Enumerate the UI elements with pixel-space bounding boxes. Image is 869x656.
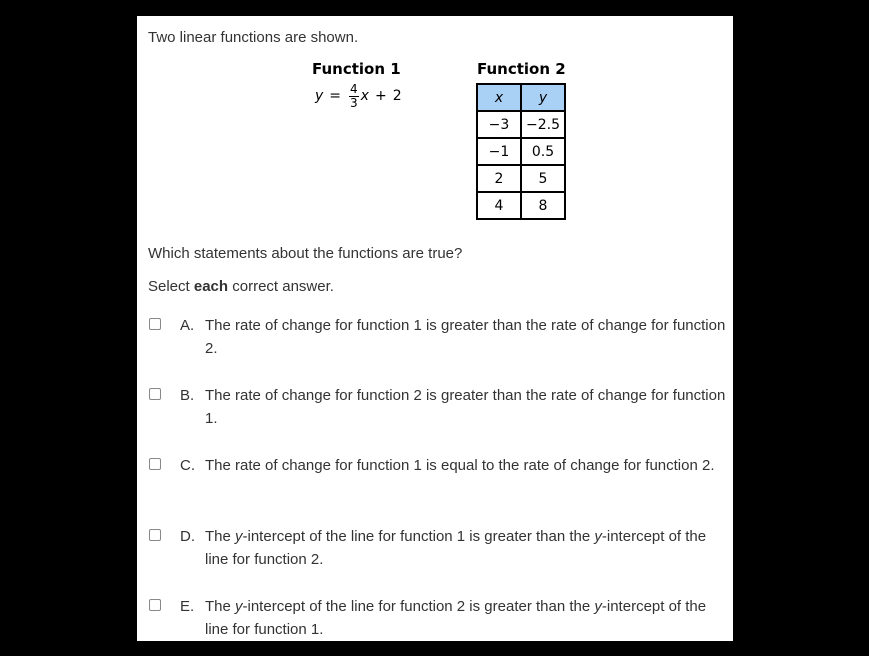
option-var: y [594, 598, 602, 615]
option-var: y [235, 598, 243, 615]
equation-equals: = [329, 88, 342, 104]
checkbox-b[interactable] [149, 388, 161, 400]
function-2-table [476, 83, 566, 220]
option-text: The rate of change for function 1 is greater than the rate of change for function 2. [205, 317, 726, 357]
cell-y: 0.5 [521, 138, 565, 165]
equation-plus: + [374, 88, 387, 104]
option-text: The rate of change for function 2 is greater than the rate of change for function 1. [205, 387, 726, 427]
option-letter: E. [180, 598, 195, 615]
cell-y: −2.5 [521, 111, 565, 138]
checkbox-a[interactable] [149, 318, 161, 330]
function-1-title: Function 1 [312, 60, 401, 78]
checkbox-e[interactable] [149, 599, 161, 611]
option-letter: D. [180, 528, 195, 545]
option-letter: C. [180, 457, 195, 474]
table-row [477, 165, 565, 192]
slope-numerator: 4 [350, 81, 358, 96]
function-2-title: Function 2 [477, 60, 566, 78]
equation-lhs: y [315, 88, 324, 104]
question-panel [137, 16, 733, 641]
slope-denominator: 3 [350, 95, 358, 110]
table-row [477, 111, 565, 138]
option-text-part: -intercept of the line for function 1 is greater than the [242, 528, 595, 545]
instruction-prefix: Select [148, 278, 194, 295]
cell-y: 5 [521, 165, 565, 192]
checkbox-d[interactable] [149, 529, 161, 541]
option-text-part: The [205, 528, 236, 545]
table-row [477, 138, 565, 165]
option-var: y [594, 528, 602, 545]
instruction-suffix: correct answer. [228, 278, 334, 295]
cell-x: −3 [477, 111, 521, 138]
equation-var: x [360, 88, 369, 104]
table-header-row [477, 84, 565, 111]
equation-slope-fraction [349, 83, 359, 110]
header-x: x [477, 84, 521, 111]
cell-x: −1 [477, 138, 521, 165]
option-text-part: -intercept of the line for function 1. [205, 598, 707, 638]
cell-x: 4 [477, 192, 521, 219]
option-text [205, 595, 732, 641]
question-text: Which statements about the functions are true? [148, 245, 463, 262]
instruction-text [148, 278, 334, 295]
option-text-part: -intercept of the line for function 2 is greater than the [242, 598, 595, 615]
table-row [477, 192, 565, 219]
checkbox-c[interactable] [149, 458, 161, 470]
header-y: y [521, 84, 565, 111]
option-text-part: -intercept of the line for function 2. [205, 528, 707, 568]
option-text-part: The [205, 598, 236, 615]
option-text: The rate of change for function 1 is equal to the rate of change for function 2. [205, 457, 715, 474]
cell-y: 8 [521, 192, 565, 219]
instruction-emphasis: each [193, 278, 229, 295]
equation-constant: 2 [392, 88, 402, 104]
option-letter: A. [180, 317, 195, 334]
option-letter: B. [180, 387, 195, 404]
option-text [205, 525, 732, 571]
function-1-equation [315, 81, 402, 111]
intro-text: Two linear functions are shown. [148, 29, 359, 46]
option-var: y [235, 528, 243, 545]
cell-x: 2 [477, 165, 521, 192]
